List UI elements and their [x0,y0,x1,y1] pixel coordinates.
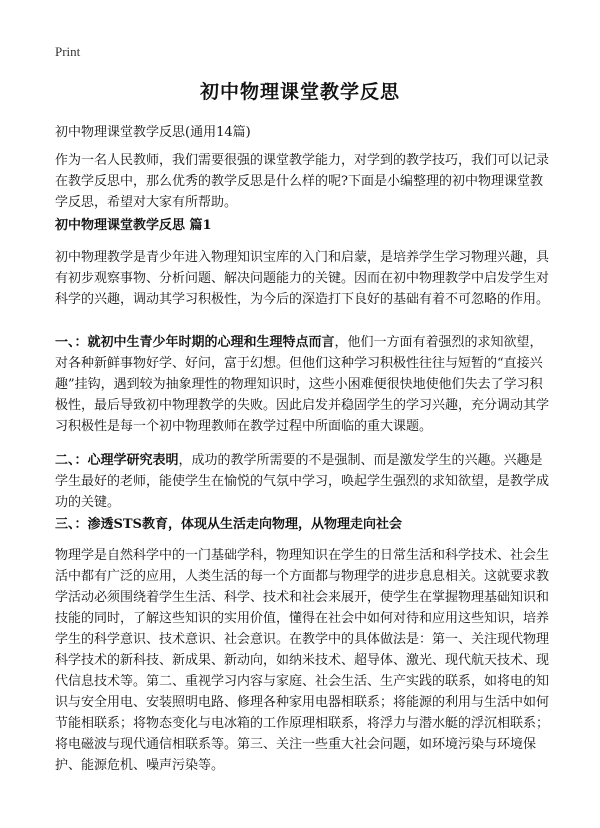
article-subtitle: 初中物理课堂教学反思(通用14篇) [55,125,251,140]
intro-paragraph: 作为一名人民教师，我们需要很强的课堂教学能力，对学到的教学技巧，我们可以记录在教学反思中，那么优秀的教学反思是什么样的呢?下面是小编整理的初中物理课堂教学反思，希望对大家有所帮助。 [55,153,550,210]
page-title: 初中物理课堂教学反思 [199,81,400,103]
print-link[interactable]: Print [55,44,81,59]
point-2-lead: 二、：心理学研究表明 [55,453,179,468]
section-heading-1: 初中物理课堂教学反思 篇1 [55,218,212,233]
paragraph-point-2 [55,450,549,513]
point-3-heading: 三、：渗透STS教育，体现从生活走向物理，从物理走向社会 [55,517,402,532]
paragraph-1: 初中物理教学是青少年进入物理知识宝库的入门和启蒙，是培养学生学习物理兴趣，具有初步观察事物、分析问题、解决问题能力的关键。因而在初中物理教学中启发学生对科学的兴趣，调动其学习积极性，为今后的深造打下良好的基础有着不可忽略的作用。 [55,250,550,307]
paragraph-point-3: 物理学是自然科学中的一门基础学科，物理知识在学生的日常生活和科学技术、社会生活中都有广泛的应用，人类生活的每一个方面都与物理学的进步息息相关。这就要求教学活动必须围绕着学生生活、科学、技术和社会来展开，使学生在掌握物理基础知识和技能的同时，了解这些知识的实用价值，懂得在社会中如何对待和应用这些知识，培养学生的科学意识、技术意识、社会意识。在教学中的具体做法是：第一、关注现代物理科学技术的新科技、新成果、新动向，如纳米技术、超导体、激光、现代航天技术、现代信息技术等。第二、重视学习内容与家庭、社会生活、生产实践的联系，如将电的知识与安全用电、安装照明电路、修理各种家用电器相联系；将能源的利用与生活中如何节能相联系；将物态变化与电冰箱的工作原理相联系，将浮力与潜水艇的浮沉相联系；将电磁波与现代通信相联系等。第三、关注一些重大社会问题，如环境污染与环境保护、能源危机、噪声污染等。 [55,548,550,773]
paragraph-point-1 [55,332,549,437]
point-2-text: ，成功的教学所需要的不是强制、而是激发学生的兴趣。兴趣是学生最好的老师，能使学生在愉悦的气氛中学习，唤起学生强烈的求知欲望，是教学成功的关键。 [55,453,550,510]
point-1-text: ，他们一方面有着强烈的求知欲望，对各种新鲜事物好学、好问，富于幻想。但他们这种学习积极性往往与短暂的“直接兴趣”挂钩，遇到较为抽象理性的物理知识时，这些小困难便很快地使他们失去了学习积极性，最后导致初中物理教学的失败。因此启发并稳固学生的学习兴趣，充分调动其学习积极性是每一个初中物理教师在教学过程中所面临的重大课题。 [55,335,550,434]
point-1-lead: 一、：就初中生青少年时期的心理和生理特点而言 [55,335,335,350]
